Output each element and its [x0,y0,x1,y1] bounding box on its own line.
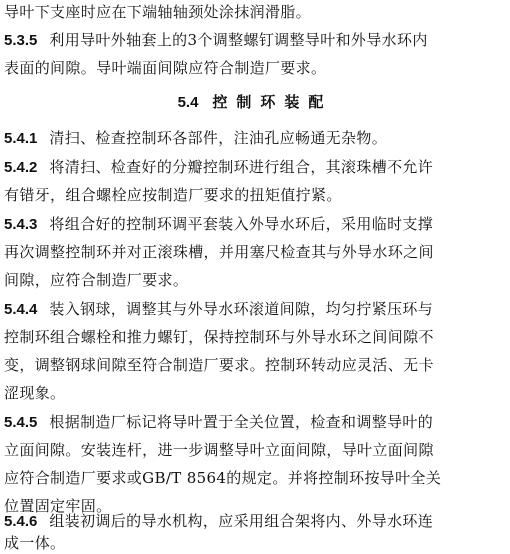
clause-number: 5.3.5 [4,32,38,49]
text-line [4,355,506,375]
line-text: 利用导叶外轴套上的3个调整螺钉调整导叶和外导水环内 [49,31,428,49]
text-line [4,327,506,347]
text-line [4,383,506,403]
text-line [4,533,506,553]
line-text: 间隙，应符合制造厂要求。 [4,271,189,289]
line-text: 涩现象。 [4,384,66,402]
clause-5-3-5 [4,30,506,51]
clause-number: 5.4.6 [4,513,38,530]
line-text: 有错牙，组合螺栓应按制造厂要求的扭矩值拧紧。 [4,186,342,204]
text-line [4,185,506,205]
clause-5-4-4 [4,299,506,320]
clause-5-4-2 [4,157,506,178]
section-title: 控制环装配 [212,93,333,111]
text-line [4,2,506,22]
section-number: 5.4 [177,94,199,111]
line-text: 应符合制造厂要求或GB/T 8564的规定。并将控制环按导叶全关 [4,469,442,487]
text-line [4,58,506,78]
text-line [4,468,506,488]
line-text: 根据制造厂标记将导叶置于全关位置，检查和调整导叶的 [49,413,434,431]
line-text: 清扫、检查控制环各部件，注油孔应畅通无杂物。 [49,129,388,147]
line-text: 将清扫、检查好的分瓣控制环进行组合，其滚珠槽不允许 [49,158,434,176]
clause-number: 5.4.4 [4,301,38,318]
line-text: 变，调整钢球间隙至符合制造厂要求。控制环转动应灵活、无卡 [4,356,434,374]
text-line [4,242,506,262]
line-text: 成一体。 [4,534,66,552]
clause-5-4-3 [4,214,506,235]
clause-number: 5.4.1 [4,130,38,147]
clause-number: 5.4.3 [4,216,38,233]
line-text: 导叶下支座时应在下端轴轴颈处涂抹润滑脂。 [4,3,312,21]
clause-number: 5.4.2 [4,159,38,176]
section-heading [0,92,510,113]
line-text: 立面间隙。安装连杆，进一步调整导叶立面间隙，导叶立面间隙 [4,441,434,459]
clause-5-4-6 [4,511,506,532]
clause-5-4-5 [4,412,506,433]
clause-5-4-1 [4,128,506,149]
line-text: 将组合好的控制环调平套装入外导水环后，采用临时支撑 [49,215,434,233]
line-text: 位置固定牢固。 [4,497,112,515]
clause-number: 5.4.5 [4,414,38,431]
line-text: 装入钢球，调整其与外导水环滚道间隙，均匀拧紧压环与 [49,300,434,318]
line-text: 组装初调后的导水机构，应采用组合架将内、外导水环连 [49,512,434,530]
line-text: 再次调整控制环并对正滚珠槽，并用塞尺检查其与外导水环之间 [4,243,434,261]
text-line [4,270,506,290]
line-text: 控制环组合螺栓和推力螺钉，保持控制环与外导水环之间间隙不 [4,328,434,346]
text-line [4,440,506,460]
line-text: 表面的间隙。导叶端面间隙应符合制造厂要求。 [4,59,327,77]
